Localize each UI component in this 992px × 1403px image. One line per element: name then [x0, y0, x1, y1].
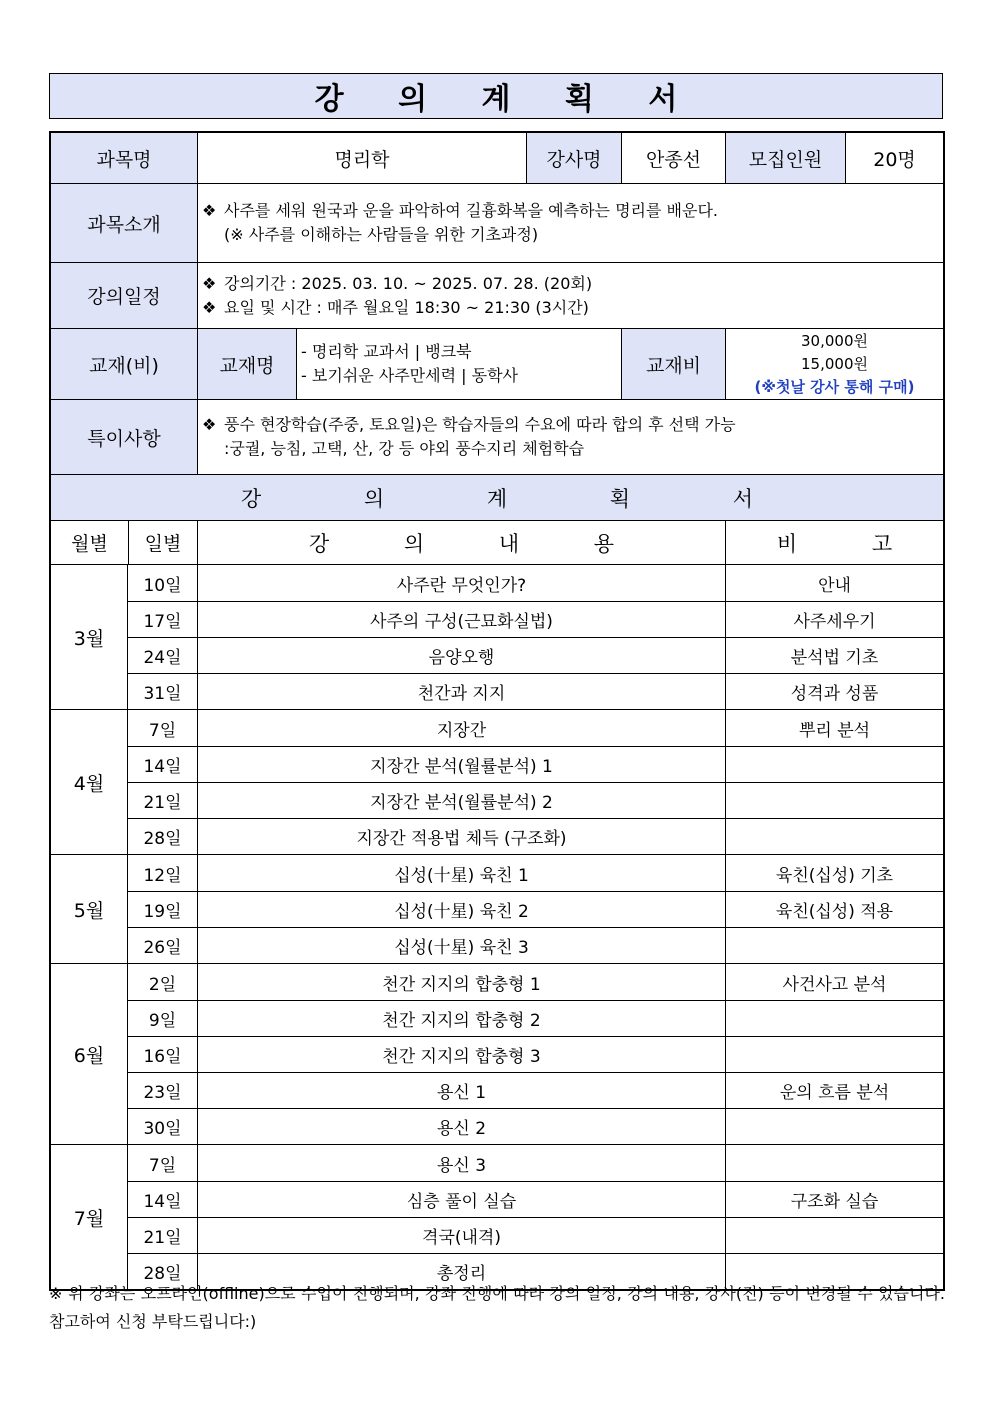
schedule-body — [51, 564, 943, 1289]
day-cell: 28일 — [143, 829, 182, 849]
table-row — [128, 855, 943, 891]
remark-cell — [725, 1037, 943, 1072]
remark-cell — [725, 1109, 943, 1144]
day-cell: 23일 — [143, 1083, 182, 1103]
remark-cell — [725, 819, 943, 854]
course-plan-grid — [49, 131, 945, 1291]
remark-cell: 육친(십성) 적용 — [725, 892, 943, 927]
intro-line-1: 사주를 세워 원국과 운을 파악하여 길흉화복을 예측하는 명리를 배운다. — [224, 201, 718, 220]
table-row — [128, 891, 943, 927]
schedule-header-row — [51, 520, 943, 564]
day-cell: 2일 — [148, 974, 177, 995]
content-cell: 음양오행 — [197, 638, 725, 673]
col-content-header: 강 의 내 용 — [197, 521, 725, 564]
remark-cell: 사주세우기 — [725, 602, 943, 637]
content-cell: 지장간 — [197, 710, 725, 746]
day-cell: 31일 — [143, 684, 182, 704]
remark-cell: 안내 — [725, 565, 943, 601]
textbook-label: 교재(비) — [51, 329, 197, 399]
table-row — [128, 1072, 943, 1108]
textbook-item-2: - 보기쉬운 사주만세력 | 동학사 — [301, 366, 518, 385]
month-cell: 4월 — [51, 710, 128, 854]
remark-cell — [725, 1145, 943, 1181]
content-cell: 용신 3 — [197, 1145, 725, 1181]
table-row — [128, 673, 943, 709]
remark-cell: 운의 흐름 분석 — [725, 1073, 943, 1108]
notes-content — [197, 400, 943, 474]
schedule-content — [197, 263, 943, 328]
col-day-header: 일별 — [128, 521, 197, 564]
col-month-header: 월별 — [71, 533, 108, 555]
info-row-schedule — [51, 262, 943, 328]
day-cell: 9일 — [148, 1011, 177, 1031]
info-row-textbook — [51, 328, 943, 399]
content-cell: 지장간 분석(월률분석) 2 — [197, 783, 725, 818]
capacity-label: 모집인원 — [725, 133, 845, 183]
intro-line-2: (※ 사주를 이해하는 사람들을 위한 기초과정) — [224, 225, 539, 244]
month-cell: 7월 — [51, 1145, 128, 1289]
table-row — [128, 1108, 943, 1144]
table-row — [128, 601, 943, 637]
table-row — [128, 637, 943, 673]
content-cell: 십성(十星) 육친 3 — [197, 928, 725, 963]
day-cell: 21일 — [143, 1228, 182, 1248]
remark-cell: 구조화 실습 — [725, 1182, 943, 1217]
info-row-intro — [51, 183, 943, 262]
remark-cell: 분석법 기초 — [725, 638, 943, 673]
remark-cell: 사건사고 분석 — [725, 964, 943, 1000]
content-cell: 천간 지지의 합충형 1 — [197, 964, 725, 1000]
intro-content — [197, 184, 943, 262]
bullet-icon: ❖ — [202, 273, 217, 293]
day-cell: 7일 — [148, 720, 177, 741]
intro-label: 과목소개 — [51, 184, 197, 262]
day-cell: 12일 — [143, 865, 182, 886]
month-cell: 5월 — [51, 855, 128, 963]
remark-cell — [725, 747, 943, 782]
info-row-subject — [51, 133, 943, 183]
textbook-fee-note: (※첫날 강사 통해 구매) — [754, 377, 915, 396]
day-cell: 26일 — [143, 938, 182, 958]
day-cell: 19일 — [143, 902, 182, 922]
instructor-value: 안종선 — [621, 133, 725, 183]
month-block — [51, 963, 943, 1144]
month-block — [51, 564, 943, 709]
capacity-value: 20명 — [845, 133, 943, 183]
content-cell: 지장간 적용법 체득 (구조화) — [197, 819, 725, 854]
notes-label: 특이사항 — [51, 400, 197, 474]
schedule-line-1: 강의기간 : 2025. 03. 10. ~ 2025. 07. 28. (20회) — [224, 273, 593, 293]
subject-label: 과목명 — [51, 133, 197, 183]
content-cell: 사주의 구성(근묘화실법) — [197, 602, 725, 637]
section-title: 강 의 계 획 서 — [51, 475, 943, 520]
content-cell: 지장간 분석(월률분석) 1 — [197, 747, 725, 782]
content-cell: 천간 지지의 합충형 2 — [197, 1001, 725, 1036]
info-row-notes — [51, 399, 943, 474]
textbook-fee-values — [725, 329, 943, 399]
month-cell: 6월 — [51, 964, 128, 1144]
table-row — [128, 565, 943, 601]
bullet-icon: ❖ — [202, 415, 217, 434]
month-block — [51, 1144, 943, 1289]
content-cell: 용신 1 — [197, 1073, 725, 1108]
section-title-row — [51, 474, 943, 520]
table-row — [128, 964, 943, 1000]
table-row — [128, 1145, 943, 1181]
remark-cell: 뿌리 분석 — [725, 710, 943, 746]
instructor-label: 강사명 — [526, 133, 621, 183]
textbook-list — [296, 329, 621, 399]
remark-cell — [725, 928, 943, 963]
month-block — [51, 854, 943, 963]
textbook-fee-1: 30,000원 — [801, 331, 868, 350]
content-cell: 천간 지지의 합충형 3 — [197, 1037, 725, 1072]
table-row — [128, 1181, 943, 1217]
day-cell: 28일 — [143, 1264, 182, 1284]
content-cell: 사주란 무엇인가? — [197, 565, 725, 601]
textbook-name-label: 교재명 — [197, 329, 296, 399]
content-cell: 용신 2 — [197, 1109, 725, 1144]
content-cell: 십성(十星) 육친 1 — [197, 855, 725, 891]
table-row — [128, 818, 943, 854]
remark-cell — [725, 1001, 943, 1036]
bullet-icon: ❖ — [202, 201, 217, 220]
day-cell: 10일 — [143, 575, 182, 596]
day-cell: 30일 — [143, 1119, 182, 1139]
day-cell: 21일 — [143, 793, 182, 813]
content-cell: 천간과 지지 — [197, 674, 725, 709]
content-cell: 격국(내격) — [197, 1218, 725, 1253]
textbook-fee-2: 15,000원 — [801, 354, 868, 373]
day-cell: 17일 — [143, 612, 182, 632]
remark-cell: 성격과 성품 — [725, 674, 943, 709]
day-cell: 7일 — [148, 1155, 177, 1176]
day-cell: 14일 — [143, 757, 182, 777]
table-row — [128, 927, 943, 963]
content-cell: 심층 풀이 실습 — [197, 1182, 725, 1217]
day-cell: 16일 — [143, 1047, 182, 1067]
month-cell: 3월 — [51, 565, 128, 709]
table-row — [128, 746, 943, 782]
table-row — [128, 710, 943, 746]
day-cell: 24일 — [143, 648, 182, 668]
schedule-line-2: 요일 및 시간 : 매주 월요일 18:30 ~ 21:30 (3시간) — [224, 297, 589, 317]
table-row — [128, 1036, 943, 1072]
table-row — [128, 782, 943, 818]
textbook-item-1: - 명리학 교과서 | 뱅크북 — [301, 342, 472, 361]
notes-line-2: :궁궐, 능침, 고택, 산, 강 등 야외 풍수지리 체험학습 — [224, 439, 585, 458]
document-title: 강 의 계 획 서 — [49, 73, 943, 119]
remark-cell: 육친(십성) 기초 — [725, 855, 943, 891]
month-block — [51, 709, 943, 854]
bullet-icon: ❖ — [202, 297, 217, 317]
notes-line-1: 풍수 현장학습(주중, 토요일)은 학습자들의 수요에 따라 합의 후 선택 가능 — [224, 415, 736, 434]
col-remark-header: 비 고 — [725, 521, 943, 564]
textbook-fee-label: 교재비 — [621, 329, 725, 399]
content-cell: 총정리 — [197, 1254, 725, 1289]
subject-value: 명리학 — [197, 133, 526, 183]
remark-cell — [725, 783, 943, 818]
day-cell: 14일 — [143, 1192, 182, 1212]
schedule-label: 강의일정 — [51, 263, 197, 328]
footer-note: ※ 위 강좌는 오프라인(offline)으로 수업이 진행되며, 강좌 진행에 따라 강의 일정, 강의 내용, 강사(진) 등이 변경될 수 있습니다. 참고하여 신청 부탁드립니다:) — [49, 1284, 945, 1331]
table-row — [128, 1000, 943, 1036]
content-cell: 십성(十星) 육친 2 — [197, 892, 725, 927]
table-row — [128, 1217, 943, 1253]
remark-cell — [725, 1218, 943, 1253]
